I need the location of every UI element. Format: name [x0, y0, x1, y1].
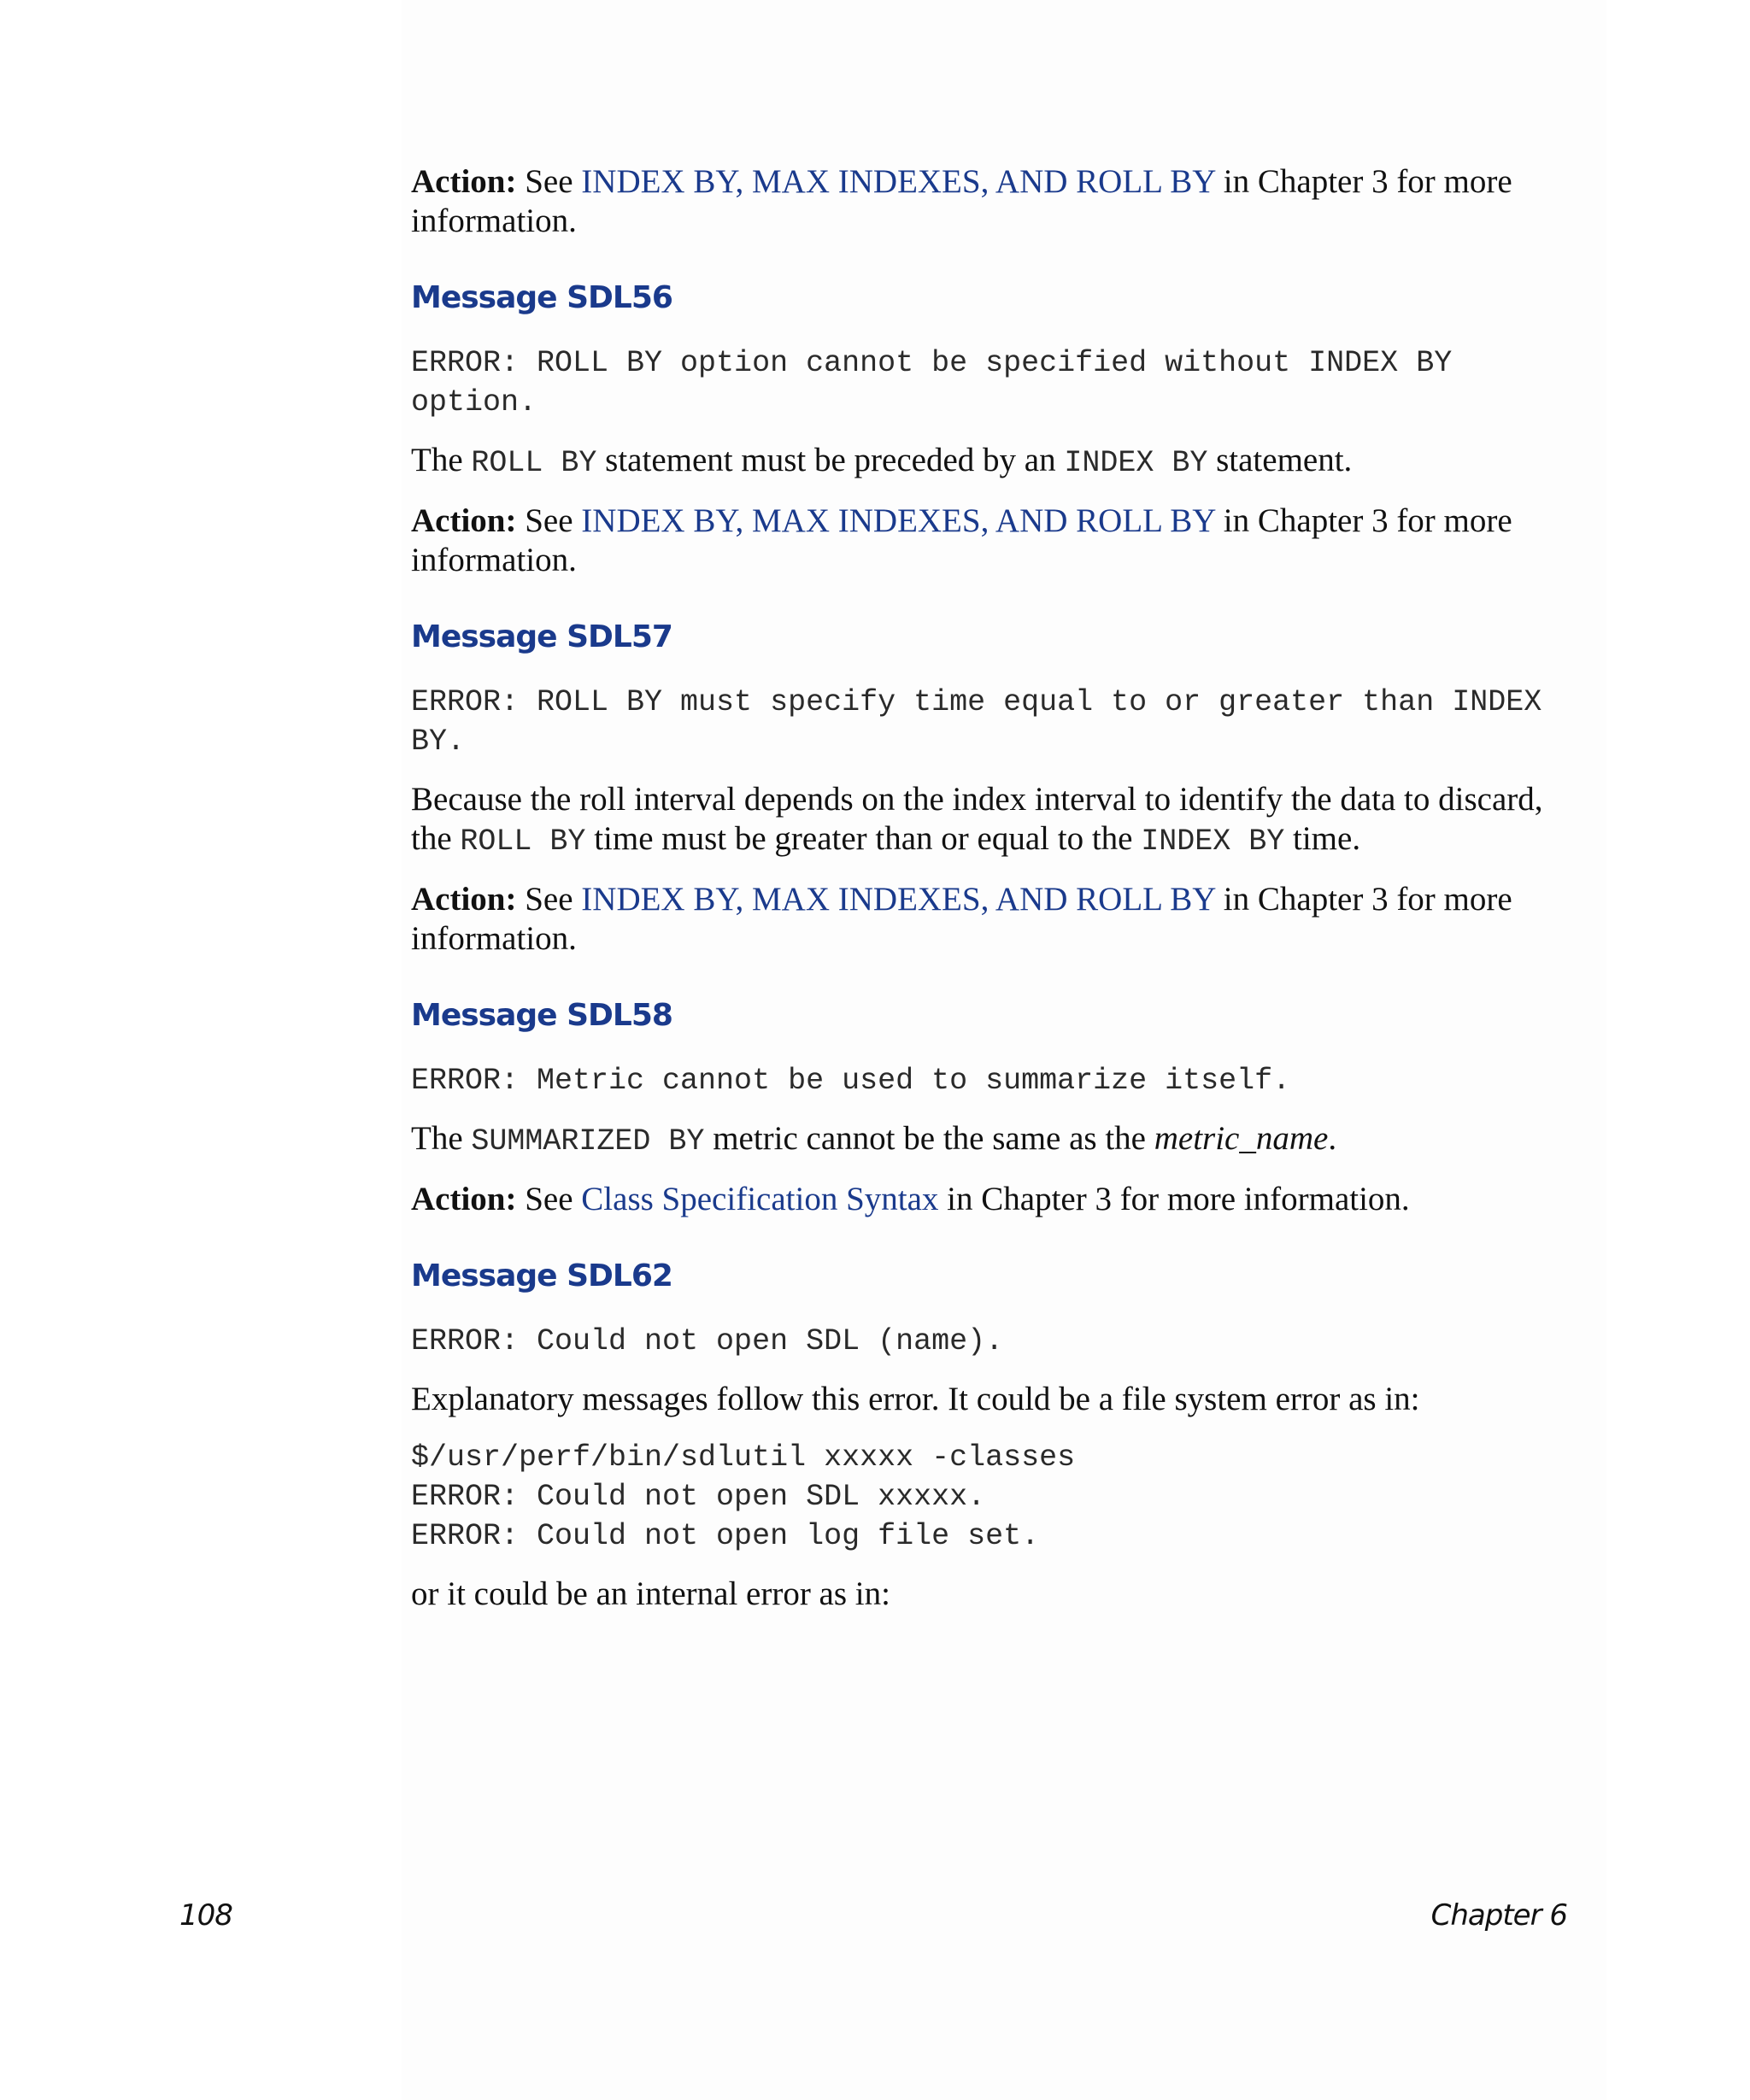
- desc-text: .: [1328, 1120, 1337, 1157]
- cross-reference-link[interactable]: INDEX BY, MAX INDEXES, AND ROLL BY: [581, 502, 1216, 539]
- error-text: ERROR: Metric cannot be used to summarize itself.: [411, 1064, 1291, 1098]
- code-line: ERROR: Could not open log file set.: [411, 1519, 1040, 1553]
- message-heading: Message SDL57: [411, 619, 672, 654]
- code-block: [411, 1438, 1590, 1556]
- document-body: [411, 162, 1590, 1614]
- message-heading: Message SDL56: [411, 280, 672, 315]
- inline-code: SUMMARIZED BY: [471, 1124, 705, 1159]
- desc-text: The: [411, 442, 463, 478]
- code-line: $/usr/perf/bin/sdlutil xxxxx -classes: [411, 1440, 1076, 1475]
- inline-code: INDEX BY: [1064, 446, 1208, 480]
- action-tail: in Chapter 3 for more information.: [947, 1181, 1410, 1217]
- cross-reference-link[interactable]: INDEX BY, MAX INDEXES, AND ROLL BY: [581, 163, 1216, 200]
- page-number: 108: [179, 1898, 232, 1933]
- action-paragraph: [411, 502, 1590, 580]
- trailing-paragraph: or it could be an internal error as in:: [411, 1575, 890, 1612]
- action-paragraph: [411, 162, 1590, 241]
- desc-text: time must be greater than or equal to the: [594, 820, 1133, 857]
- see-text: See: [525, 881, 573, 918]
- cross-reference-link[interactable]: INDEX BY, MAX INDEXES, AND ROLL BY: [581, 881, 1216, 918]
- message-heading: Message SDL62: [411, 1258, 672, 1293]
- desc-text: Because the roll interval depends on the index interval to identify the data to discard, the: [411, 781, 1543, 857]
- see-text: See: [525, 502, 573, 539]
- desc-text: The: [411, 1120, 463, 1157]
- error-text: ERROR: Could not open SDL (name).: [411, 1324, 1004, 1358]
- description-paragraph: [411, 441, 1590, 483]
- action-label: Action:: [411, 1181, 517, 1217]
- action-paragraph: [411, 1180, 1590, 1219]
- desc-text: statement.: [1216, 442, 1353, 478]
- message-heading: Message SDL58: [411, 998, 672, 1033]
- action-tail: in Chapter 3 for more information.: [411, 163, 1512, 239]
- error-text: ERROR: ROLL BY option cannot be specified without INDEX BY option.: [411, 346, 1453, 419]
- description-paragraph: [411, 780, 1590, 861]
- action-label: Action:: [411, 163, 517, 200]
- inline-code: INDEX BY: [1141, 824, 1285, 859]
- cross-reference-link[interactable]: Class Specification Syntax: [581, 1181, 939, 1217]
- action-paragraph: [411, 880, 1590, 959]
- see-text: See: [525, 163, 573, 200]
- desc-text: statement must be preceded by an: [605, 442, 1056, 478]
- desc-text: metric cannot be the same as the: [713, 1120, 1146, 1157]
- inline-code: ROLL BY: [460, 824, 586, 859]
- see-text: See: [525, 1181, 573, 1217]
- description-paragraph: Explanatory messages follow this error. It could be a file system error as in:: [411, 1381, 1420, 1417]
- inline-code: ROLL BY: [471, 446, 597, 480]
- action-tail: in Chapter 3 for more information.: [411, 881, 1512, 957]
- description-paragraph: [411, 1119, 1590, 1161]
- action-label: Action:: [411, 881, 517, 918]
- error-text: ERROR: ROLL BY must specify time equal to or greater than INDEX BY.: [411, 685, 1542, 759]
- italic-term: metric_name: [1154, 1120, 1329, 1157]
- desc-text: time.: [1293, 820, 1361, 857]
- action-label: Action:: [411, 502, 517, 539]
- code-line: ERROR: Could not open SDL xxxxx.: [411, 1480, 986, 1514]
- chapter-label: Chapter 6: [1430, 1898, 1567, 1933]
- action-tail: in Chapter 3 for more information.: [411, 502, 1512, 578]
